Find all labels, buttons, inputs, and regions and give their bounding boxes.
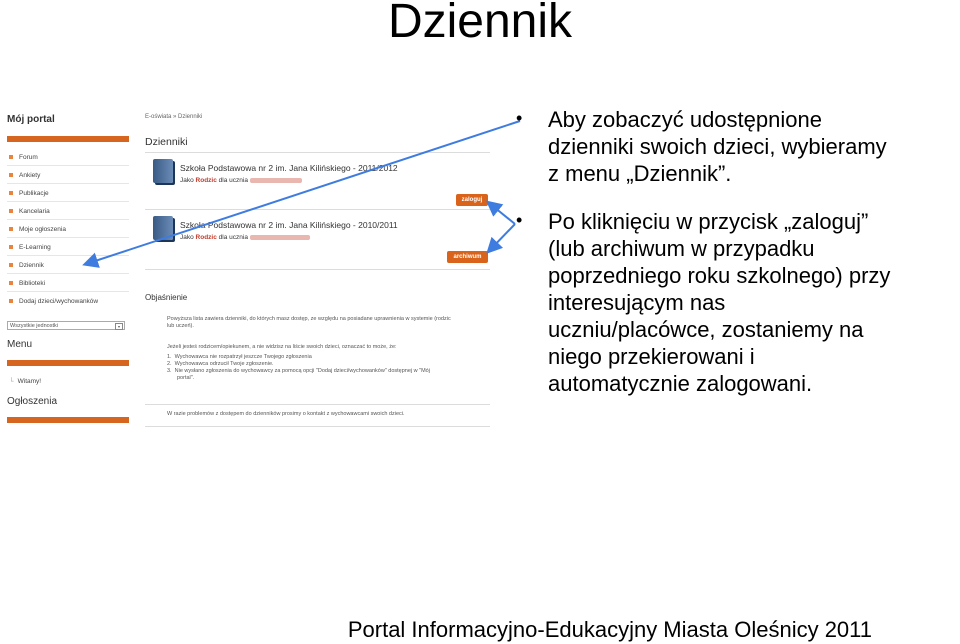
sidebar-item-moje-ogloszenia[interactable]: Moje ogłoszenia xyxy=(9,226,66,233)
explanation-heading: Objaśnienie xyxy=(145,293,188,302)
tree-branch-icon: └ xyxy=(9,378,14,385)
bullet-point-1: • Aby zobaczyć udostępnione dzienniki swoich dzieci, wybieramy z menu „Dziennik”. xyxy=(516,107,887,186)
menu-item-witamy[interactable]: └ Witamy! xyxy=(9,378,42,385)
list-item: 1. Wychowawca nie rozpatrzył jeszcze Twojego zgłoszenia xyxy=(167,354,312,360)
sidebar-item-dziennik[interactable]: Dziennik xyxy=(9,262,44,269)
list-item: 3. Nie wysłano zgłoszenia do wychowawcy za pomocą opcji "Dodaj dzieci/wychowanków" dostępnej w "Mój xyxy=(167,368,430,374)
slide-footer: Portal Informacyjno-Edukacyjny Miasta Oleśnicy 2011 xyxy=(347,617,872,642)
bullet-icon: • xyxy=(516,210,523,230)
sidebar-item-kancelaria[interactable]: Kancelaria xyxy=(9,208,50,215)
bullet-icon: • xyxy=(516,108,523,128)
menu-heading: Menu xyxy=(7,339,33,350)
login-button[interactable]: zaloguj xyxy=(456,194,488,206)
list-item: 2. Wychowawca odrzucił Twoje zgłoszenie. xyxy=(167,361,274,367)
problems-text: W razie problemów z dostępem do dzienników prosimy o kontakt z wychowawcami swoich dzieci. xyxy=(167,411,405,417)
entry-role: Jako Rodzic dla ucznia xyxy=(180,177,302,184)
missing-children-intro: Jeżeli jesteś rodzicem/opiekunem, a nie widzisz na liście swoich dzieci, oznaczać to może, że: xyxy=(167,344,397,350)
page-heading: Dzienniki xyxy=(145,136,188,148)
sidebar-item-biblioteki[interactable]: Biblioteki xyxy=(9,280,45,287)
archive-button[interactable]: archiwum xyxy=(447,251,488,263)
arrow-to-dziennik xyxy=(86,121,523,264)
sidebar-item-ankiety[interactable]: Ankiety xyxy=(9,172,40,179)
sidebar-item-forum[interactable]: Forum xyxy=(9,154,38,161)
explanation-text: Powyższa lista zawiera dzienniki, do których masz dostęp, ze względu na posiadane uprawnienia w systemie (rodzic lub uczeń). xyxy=(167,316,451,329)
sidebar-item-elearning[interactable]: E-Learning xyxy=(9,244,51,251)
entry-school-name: Szkoła Podstawowa nr 2 im. Jana Kilińskiego - 2011/2012 xyxy=(180,163,398,173)
sidebar-item-publikacje[interactable]: Publikacje xyxy=(9,190,49,197)
list-item: portal". xyxy=(177,375,195,381)
arrow-to-zaloguj xyxy=(489,203,515,224)
my-portal-heading: Mój portal xyxy=(7,114,55,125)
entry-school-name: Szkoła Podstawowa nr 2 im. Jana Kilińskiego - 2010/2011 xyxy=(180,220,398,230)
bullet-point-2: • Po kliknięciu w przycisk „zaloguj” (lub archiwum w przypadku poprzedniego roku szkolnego) przy interesującym nas uczniu/placówce, zostaniemy na niego przekierowani i automatycznie zalogowani. xyxy=(516,209,891,396)
chevron-down-icon: ▾ xyxy=(115,323,123,330)
breadcrumb[interactable]: E-oświata » Dzienniki xyxy=(145,114,203,120)
unit-select[interactable]: Wszystkie jednostki ▾ xyxy=(7,321,125,330)
entry-role: Jako Rodzic dla ucznia xyxy=(180,234,310,241)
sidebar-item-dodaj-dzieci[interactable]: Dodaj dzieci/wychowanków xyxy=(9,298,98,305)
arrow-to-archiwum xyxy=(489,224,515,251)
slide-title: Dziennik xyxy=(387,0,573,48)
announcements-heading: Ogłoszenia xyxy=(7,396,58,407)
